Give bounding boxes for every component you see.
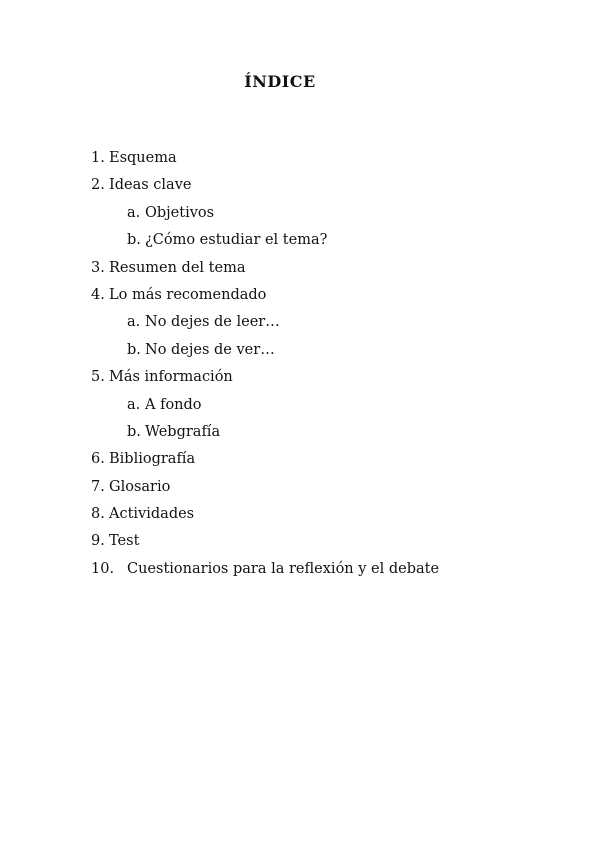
toc-item-actividades (0, 504, 600, 531)
toc-text: Resumen del tema (109, 259, 246, 276)
toc-number: 10. (91, 560, 115, 577)
toc-text: Bibliografía (109, 451, 196, 468)
toc-item-test (0, 531, 600, 558)
toc-subitem-ver (0, 340, 600, 367)
table-of-contents (0, 148, 600, 586)
toc-number: b. (127, 423, 141, 440)
toc-item-resumen (0, 258, 600, 285)
toc-number: a. (127, 204, 141, 221)
toc-text: Más información (109, 369, 233, 386)
toc-text: Esquema (109, 150, 177, 166)
toc-subitem-a-fondo (0, 395, 600, 422)
toc-number: b. (127, 341, 141, 358)
toc-number: 5. (91, 369, 105, 386)
toc-number: a. (127, 314, 141, 331)
toc-number: b. (127, 232, 141, 249)
toc-item-bibliografia (0, 449, 600, 476)
toc-text: Cuestionarios para la reflexión y el debate (127, 560, 440, 577)
toc-subitem-objetivos (0, 203, 600, 230)
toc-subitem-webgrafia (0, 422, 600, 449)
toc-number: 8. (91, 506, 105, 523)
toc-number: 1. (91, 150, 105, 166)
toc-text: A fondo (145, 396, 202, 413)
toc-text: No dejes de leer… (145, 314, 280, 331)
toc-number: 9. (91, 533, 105, 550)
toc-number: 7. (91, 478, 105, 495)
toc-text: Objetivos (145, 204, 215, 221)
toc-text: ¿Cómo estudiar el tema? (145, 232, 328, 249)
toc-item-recomendado (0, 285, 600, 312)
toc-number: a. (127, 396, 141, 413)
toc-subitem-leer (0, 312, 600, 339)
toc-text: Test (109, 533, 140, 550)
toc-number: 2. (91, 177, 105, 194)
toc-subitem-como-estudiar (0, 230, 600, 257)
toc-text: No dejes de ver… (145, 341, 275, 358)
toc-text: Actividades (109, 506, 195, 523)
toc-item-cuestionarios (0, 559, 600, 586)
toc-item-glosario (0, 477, 600, 504)
toc-item-ideas-clave (0, 175, 600, 202)
toc-number: 6. (91, 451, 105, 468)
toc-number: 3. (91, 259, 105, 276)
toc-number: 4. (91, 286, 105, 303)
toc-text: Webgrafía (145, 423, 221, 440)
toc-text: Ideas clave (109, 177, 192, 194)
toc-item-esquema (0, 148, 600, 175)
toc-text: Glosario (109, 478, 171, 495)
toc-text: Lo más recomendado (109, 286, 267, 303)
page-title: ÍNDICE (244, 72, 316, 91)
toc-item-mas-informacion (0, 367, 600, 394)
